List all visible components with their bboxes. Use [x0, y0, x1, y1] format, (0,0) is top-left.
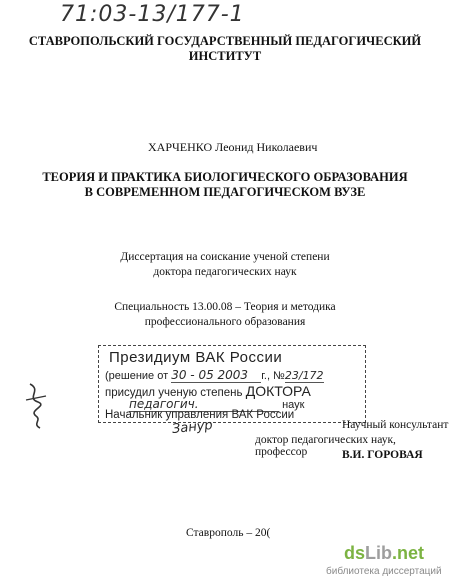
watermark-brand-ds: ds: [344, 543, 366, 563]
advisor-label: Научный консультант: [342, 419, 449, 431]
watermark-subtitle: библиотека диссертаций: [326, 566, 442, 577]
place-year: Ставрополь – 20(: [186, 527, 271, 539]
stamp-decision-prefix: (решение от: [105, 370, 169, 382]
stamp-date: 30 - 05 2003: [171, 368, 261, 383]
watermark-brand-lib: Lib: [365, 543, 393, 563]
specialty-line-1: Специальность 13.00.08 – Теория и методика: [114, 301, 336, 313]
title-line-2: В СОВРЕМЕННОМ ПЕДАГОГИЧЕСКОМ ВУЗЕ: [84, 185, 366, 199]
stamp-field-suffix: наук: [282, 399, 305, 411]
stamp-degree-word: ДОКТОРА: [245, 383, 311, 399]
author-name: ХАРЧЕНКО Леонид Николаевич: [148, 140, 318, 154]
watermark-brand: [344, 543, 424, 564]
vak-stamp: [98, 345, 366, 423]
title-line-1: ТЕОРИЯ И ПРАКТИКА БИОЛОГИЧЕСКОГО ОБРАЗОВАНИЯ: [42, 170, 408, 184]
stamp-decision-line: [105, 368, 324, 383]
institution-line-2: ИНСТИТУТ: [188, 49, 262, 63]
stamp-number: 23/172: [284, 369, 324, 382]
archive-code: 71:03-13/177-1: [60, 2, 245, 27]
stamp-header: Президиум ВАК России: [109, 349, 283, 366]
specialty-line-2: профессионального образования: [144, 316, 306, 328]
watermark-brand-net: .net: [392, 543, 425, 563]
advisor-title: доктор педагогических наук, профессор: [255, 434, 396, 458]
degree-line-2: доктора педагогических наук: [153, 266, 297, 278]
stamp-award-text: присудил ученую степень: [105, 387, 243, 399]
stamp-signature: Занур: [171, 417, 214, 438]
stamp-decision-mid: г., №: [261, 370, 285, 382]
margin-signature: [22, 380, 52, 430]
advisor-name: В.И. ГОРОВАЯ: [342, 449, 423, 461]
watermark: [326, 545, 448, 579]
degree-line-1: Диссертация на соискание ученой степени: [120, 251, 330, 263]
stamp-field: педагогич.: [129, 397, 279, 412]
institution-line-1: СТАВРОПОЛЬСКИЙ ГОСУДАРСТВЕННЫЙ ПЕДАГОГИЧЕСКИЙ: [28, 34, 422, 48]
stamp-head-text: Начальник управления ВАК России: [105, 409, 295, 421]
